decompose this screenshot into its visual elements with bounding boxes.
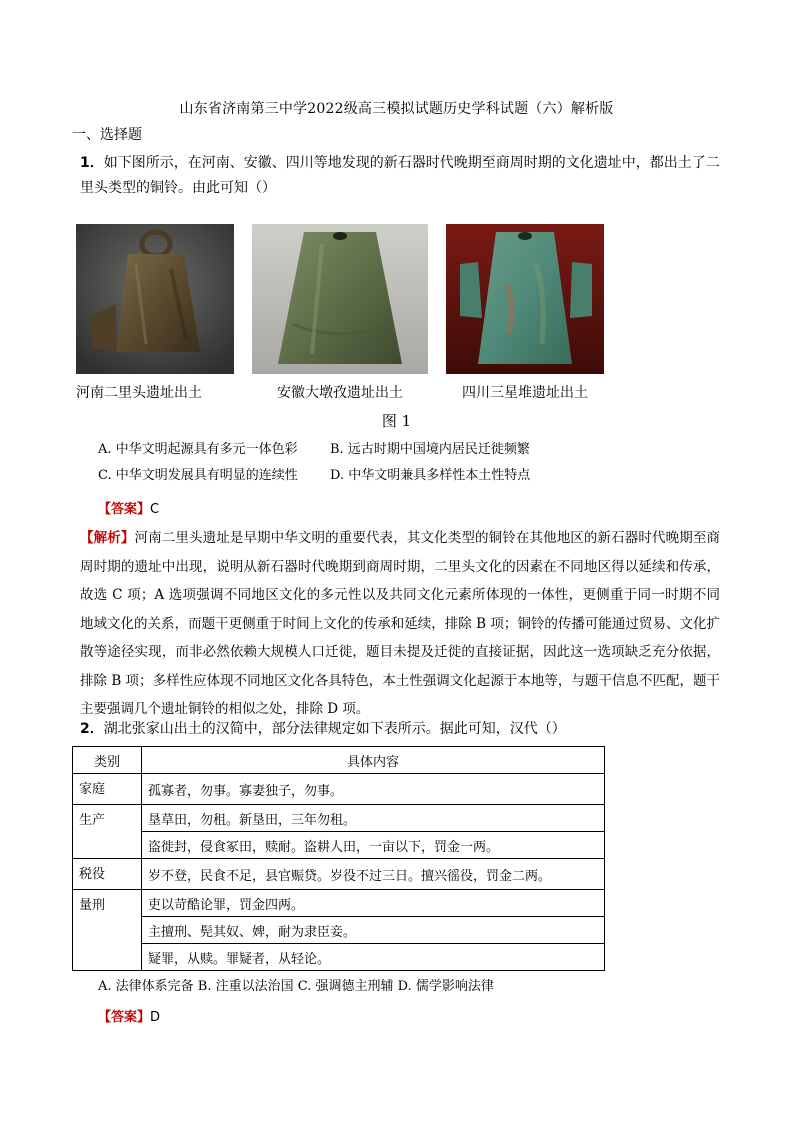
analysis-tag: 【解析】 — [80, 530, 135, 546]
caption-anhui: 安徽大墩孜遗址出土 — [277, 385, 403, 401]
table-header-row — [73, 747, 605, 774]
answer-tag: 【答案】 — [98, 1010, 151, 1025]
question-1-options — [98, 437, 530, 489]
question-1-stem — [80, 151, 725, 201]
question-2-text: 湖北张家山出土的汉简中，部分法律规定如下表所示。据此可知，汉代（） — [103, 721, 566, 737]
content-cell: 吏以苛酷论罪，罚金四两。 — [142, 890, 605, 917]
caption-henan: 河南二里头遗址出土 — [76, 385, 202, 401]
category-cell: 量刑 — [73, 890, 142, 971]
bell-photo-henan — [76, 224, 234, 374]
category-cell: 税役 — [73, 859, 142, 890]
section-heading: 一、选择题 — [72, 127, 142, 143]
content-cell: 盗徙封，侵食冢田，赎耐。盗耕人田，一亩以下，罚金一两。 — [142, 832, 605, 859]
question-2-options-line: A. 法律体系完备 B. 注重以法治国 C. 强调德主刑辅 D. 儒学影响法律 — [98, 979, 494, 994]
table-row — [73, 832, 605, 859]
question-1-line-1: 如下图所示，在河南、安徽、四川等地发现的新石器时代晚期至商周时期的文化遗址中，都出土了二 — [103, 155, 720, 171]
question-2-options — [98, 974, 494, 1000]
content-cell: 岁不登，民食不足，县官赈贷。岁役不过三日。擅兴徭役，罚金二两。 — [142, 859, 605, 890]
question-2-number: 2． — [80, 721, 104, 737]
table-row — [73, 774, 605, 805]
category-cell: 家庭 — [73, 774, 142, 805]
option-d: D. 中华文明兼具多样性本土性特点 — [330, 468, 531, 483]
bell-photo-sichuan — [446, 224, 604, 374]
question-2-answer — [98, 1006, 160, 1025]
category-cell: 生产 — [73, 805, 142, 859]
question-1-number: 1． — [80, 155, 104, 171]
answer-value: C — [150, 502, 160, 517]
caption-sichuan: 四川三星堆遗址出土 — [462, 385, 588, 401]
header-category: 类别 — [73, 747, 142, 774]
table-row — [73, 890, 605, 917]
question-2-stem — [80, 717, 725, 742]
figure-label: 图 1 — [381, 412, 412, 430]
answer-tag: 【答案】 — [98, 502, 151, 517]
table-row — [73, 805, 605, 832]
content-cell: 垦草田，勿租。新垦田，三年勿租。 — [142, 805, 605, 832]
bell-photos — [0, 224, 793, 374]
option-b: B. 远古时期中国境内居民迁徙频繁 — [330, 442, 530, 457]
document-title: 山东省济南第三中学2022级高三模拟试题历史学科试题（六）解析版 — [179, 101, 614, 117]
question-1-answer — [98, 498, 159, 517]
content-cell: 孤寡者，勿事。寡妻独子，勿事。 — [142, 774, 605, 805]
option-a: A. 中华文明起源具有多元一体色彩 — [98, 442, 298, 457]
analysis-text: 河南二里头遗址是早期中华文明的重要代表，其文化类型的铜铃在其他地区的新石器时代晚期至商周时期的遗址中出现，说明从新石器时代晚期到商周时期，二里头文化的因素在不同地区得以延续和传承，故选 C 项；A 选项强调不同地区文化的多元性以及共同文化元素所体现的一体性，更侧重于同一时期不同地域文化的关系，而题干更侧重于时间上文化的传承和延续，排除 B 项；铜铃的传播可能通过贸易、文化扩散等途径实现，而非必然依赖大规模人口迁徙，题目未提及迁徙的直接证据，因此这一选项缺乏充分依据，排除 B 项；多样性应体现不同地区文化各具特色，本土性强调文化起源于本地等，与题干信息不匹配，题干主要强调几个遗址铜铃的相似之处，排除 D 项。 — [80, 530, 721, 717]
table-row — [73, 917, 605, 944]
content-cell: 主擅刑、髡其奴、婢，耐为隶臣妾。 — [142, 917, 605, 944]
content-cell: 疑罪，从赎。罪疑者，从轻论。 — [142, 944, 605, 971]
table-row — [73, 859, 605, 890]
law-table — [72, 746, 605, 971]
table-row — [73, 944, 605, 971]
header-content: 具体内容 — [142, 747, 605, 774]
answer-value: D — [150, 1010, 161, 1025]
option-c: C. 中华文明发展具有明显的连续性 — [98, 468, 298, 483]
question-1-line-2: 里头类型的铜铃。由此可知（） — [80, 180, 276, 196]
bell-photo-anhui — [252, 224, 428, 374]
question-1-analysis — [80, 524, 720, 724]
